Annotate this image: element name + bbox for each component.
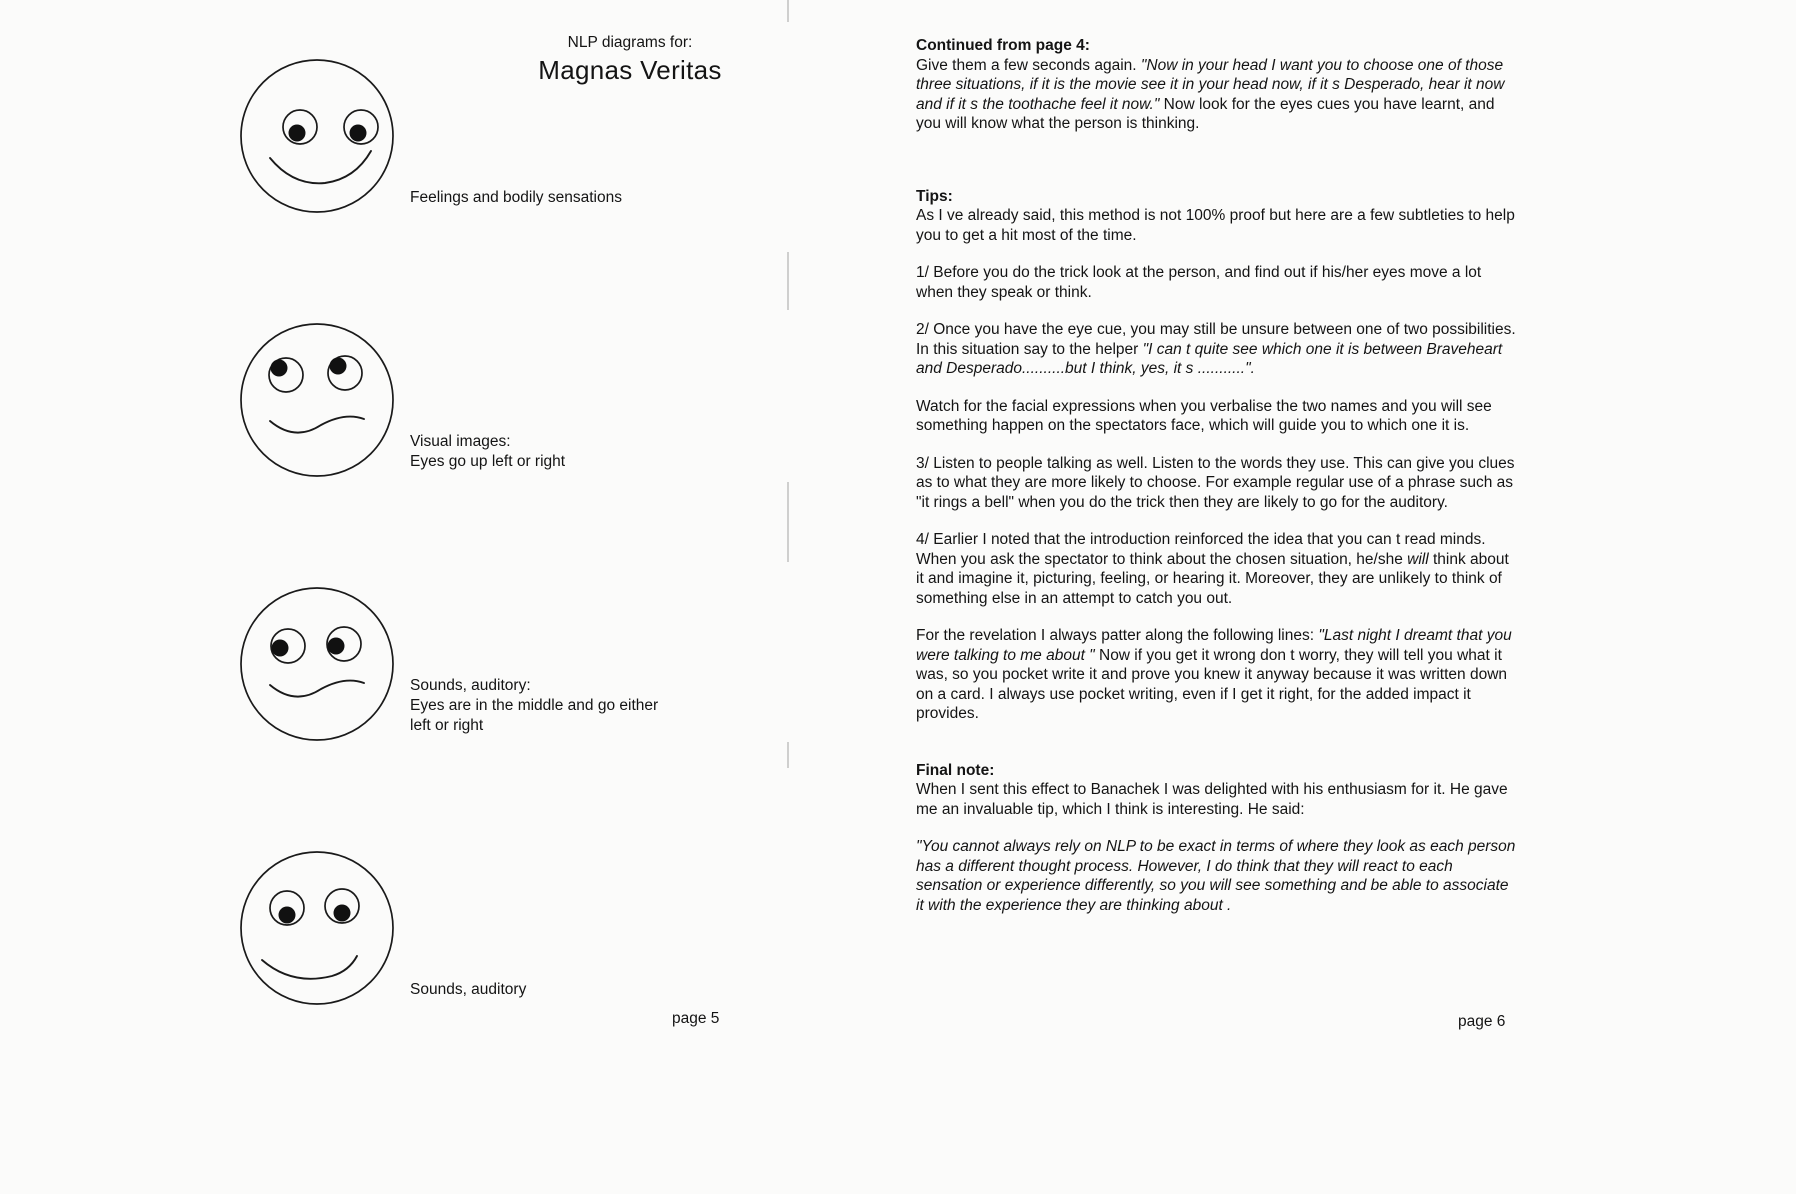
paragraph — [916, 626, 1516, 724]
right-page-text — [916, 36, 1516, 915]
paragraph — [916, 454, 1516, 513]
paragraph — [916, 56, 1516, 134]
face-label: Sounds, auditory — [410, 981, 527, 998]
text-run: Final note: — [916, 761, 995, 779]
smiley-face-eyes-down-icon — [237, 56, 397, 216]
italic-text-run: "I can t quite see which one it is between Braveheart and Desperado..........but I think, yes, it s ...........". — [916, 340, 1503, 377]
text-run: For the revelation I always patter along the following lines: — [916, 627, 1319, 644]
section-heading — [916, 187, 1516, 207]
nlp-face-row — [237, 56, 658, 216]
text-run: think about it and imagine it, picturing, feeling, or hearing it. Moreover, they are unlikely to think of something else in an attempt to catch you out. — [916, 550, 1509, 607]
scan-fold-mark — [787, 742, 789, 768]
nlp-face-row — [237, 584, 658, 744]
paragraph — [916, 263, 1516, 302]
text-run: 1/ Before you do the trick look at the person, and find out if his/her eyes move a lot when they speak or think. — [916, 264, 1482, 301]
section-heading — [916, 36, 1516, 56]
page-number-left: page 5 — [672, 1010, 720, 1027]
diagram-header-subtitle: NLP diagrams for: — [567, 34, 693, 51]
italic-text-run: "You cannot always rely on NLP to be exact in terms of where they look as each person has a different thought process. However, I do think that they will react to each sensation or experience differently, so you will see something and be able to associate it with the experience they are thinking about . — [916, 838, 1516, 914]
text-run: 2/ Once you have the eye cue, you may still be unsure between one of two possibilities. In this situation say to the helper — [916, 321, 1516, 358]
text-run: Watch for the facial expressions when you verbalise the two names and you will see something happen on the spectators face, which will guide you to which one it is. — [916, 397, 1492, 434]
italic-text-run: will — [1407, 550, 1429, 568]
page-number-right: page 6 — [1458, 1013, 1506, 1030]
paragraph — [916, 530, 1516, 608]
text-run: As I ve already said, this method is not 100% proof but here are a few subtleties to help you to get a hit most of the time. — [916, 207, 1515, 244]
smiley-face-eyes-down-icon — [237, 848, 397, 1008]
italic-text-run: "Now in your head I want you to choose one of those three situations, if it is the movie see it in your head now, if it s Desperado, hear it now and if it s the toothache feel it now." — [916, 56, 1505, 113]
text-run: 3/ Listen to people talking as well. Listen to the words they use. This can give you clues as to what they are more likely to choose. For example regular use of a phrase such as "it rings a bell" when you do the trick then they are likely to go for the auditory. — [916, 454, 1515, 511]
text-run: Now look for the eyes cues you have learnt, and you will know what the person is thinking. — [916, 95, 1495, 132]
face-label: Sounds, auditory: Eyes are in the middle and go either left or right — [410, 677, 659, 734]
paragraph — [916, 780, 1516, 819]
face-label: Visual images: Eyes go up left or right — [410, 433, 566, 470]
nlp-face-row — [237, 848, 658, 1008]
scan-fold-mark — [787, 482, 789, 562]
text-run: Continued from page 4: — [916, 37, 1090, 54]
faces-column — [237, 56, 658, 1112]
smiley-face-eyes-up-left-icon — [237, 320, 397, 480]
diagram-header-title: Magnas Veritas — [538, 55, 722, 85]
paragraph — [916, 837, 1516, 915]
smiley-face-eyes-middle-left-icon — [237, 584, 397, 744]
text-run: When I sent this effect to Banachek I was delighted with his enthusiasm for it. He gave me an invaluable tip, which I think is interesting. He said: — [916, 781, 1508, 818]
text-run: Now if you get it wrong don t worry, they will tell you what it was, so you pocket write it and prove you knew it anyway because it was written down on a card. I always use pocket writing, even if I get it right, for the added impact it provides. — [916, 646, 1508, 722]
text-run: 4/ Earlier I noted that the introduction reinforced the idea that you can t read minds. When you ask the spectator to think about the chosen situation, he/she — [916, 531, 1486, 568]
face-label: Feelings and bodily sensations — [410, 189, 622, 206]
paragraph — [916, 206, 1516, 245]
paragraph — [916, 320, 1516, 379]
italic-text-run: "Last night I dreamt that you were talking to me about " — [916, 627, 1512, 664]
paragraph — [916, 397, 1516, 436]
nlp-face-row — [237, 320, 658, 480]
text-run: Tips: — [916, 187, 953, 205]
scan-fold-mark — [787, 252, 789, 310]
scan-fold-mark — [787, 0, 789, 22]
section-heading — [916, 761, 1516, 781]
text-run: Give them a few seconds again. — [916, 56, 1141, 74]
